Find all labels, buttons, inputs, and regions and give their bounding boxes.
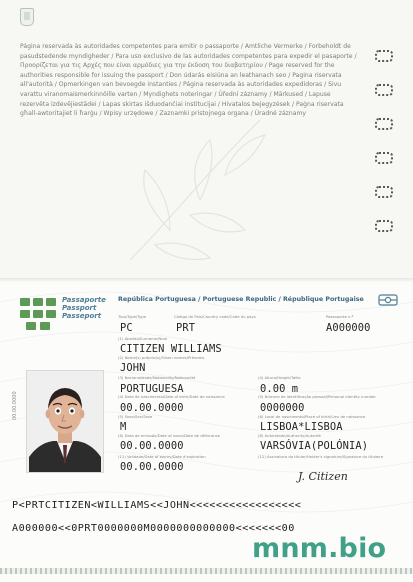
portrait-image [27,371,103,472]
mrz-line-2: A000000<<0PRT0000000M0000000000000<<<<<<<00 [12,523,295,534]
authority-notice-text: Página reservada às autoridades competentes para emitir o passaporte / Amtliche Vermerke / Forbeholdt de pasudstedende myndigheder / Para uso exclusivo de las autoridades competentes para expedir el pasaporte / Προορίζεται για τις Αρχές που είναι αρμόδιες για την έκδοση του διαβατηρίου / Page reserved for the authorities responsible for issuing the passport / Don údarás eisiúna an leathanach seo / Pagina riservata all'autorità / Opmerkingen van bevoegde instanties / Página reservada às autoridades expedidoras / Sivu varattu viranomaismerkinnöille varten / Myndighets noteringar / Úřední záznamy / Märkused / Lapuse rezervēta izdevējiestādei / Lapas skirtas išduodančiai institucijai / Hivatalos bejegyzések / Paġna riservata għall-awtoritajiet li ħarġu / Wpisy urzędowe / Zaznamki pristojnega organa / Úradné záznamy [20,43,357,118]
punch-hole-icon [375,84,393,96]
doc-title-en: Passport [62,304,97,312]
passport-no-value: A000000 [326,322,371,334]
punched-holes [375,50,397,254]
surname-label: (1) Apelido/Surname/Nom [118,336,168,341]
given-names-value: JOHN [120,362,146,374]
personal-no-value: 0000000 [260,402,305,414]
punch-hole-icon [375,220,393,232]
birth-place-value: LISBOA*LISBOA [260,421,343,433]
punch-hole-icon [375,118,393,130]
nationality-value: PORTUGUESA [120,383,184,395]
doc-title-fr: Passeport [62,312,102,320]
signature-label: (12) Assinatura do titular/Holder's signature/Signature du titulaire [258,454,384,459]
punch-hole-icon [375,152,393,164]
birth-place-label: (6) Local de nascimento/Place of birth/Lieu de naissance [258,414,366,419]
country-code-value: PRT [176,322,196,334]
punch-hole-icon [375,50,393,62]
surname-value: CITIZEN WILLIAMS [120,343,222,355]
issuing-country: República Portuguesa / Portuguese Republic / République Portugaise [118,296,364,303]
sex-value: M [120,421,127,433]
holder-photo [26,370,104,473]
holder-signature: J. Citizen [298,470,348,483]
watermark-logo: mnm.bio [252,533,387,564]
sex-label: (5) Sexo/Sex/Sexe [118,414,153,419]
type-value: PC [120,322,133,334]
country-code-label: Código do País/Country code/Code du pays [174,314,256,319]
nationality-label: (3) Nacionalidade/Nationality/Nationalité [118,375,196,380]
height-value: 0.00 m [260,383,299,395]
passport-no-label: Passaporte n.º [326,314,354,319]
biometric-chip-icon [378,294,398,306]
expiry-date-label: (11) Validade/Date of expiry/Date d'expiration [118,454,206,459]
issue-date-label: (6) Data de emissão/Date of issue/Date de délivrance [118,433,221,438]
given-names-label: (2) Nome(s) próprio(s)/Given names/Prénoms [118,355,205,360]
mrz-line-1: P<PRTCITIZEN<WILLIAMS<<JOHN<<<<<<<<<<<<<<<<< [12,500,302,511]
birth-date-value: 00.00.0000 [120,402,184,414]
emblem-icon [20,8,34,26]
type-label: Tipo/Type/Type [118,314,146,319]
authority-value: VARSÓVIA(POLÓNIA) [260,440,369,452]
authority-label: (8) Autoridade/Authority/Autorité [258,433,321,438]
upper-page [0,0,413,278]
expiry-date-value: 00.00.0000 [120,461,184,473]
punch-hole-icon [375,186,393,198]
birth-date-label: (4) Data de nascimento/Date of birth/Date de naissance [118,394,225,399]
issue-date-value: 00.00.0000 [120,440,184,452]
photo-serial: 00.00.0000 [12,391,18,420]
coat-of-arms-icon [18,296,58,334]
background-plant-icon [110,100,320,270]
height-label: (4) Altura/Height/Taille [258,375,301,380]
doc-title-pt: Passaporte [62,296,106,304]
bottom-security-strip [0,568,413,574]
personal-no-label: (5) Número de identificação pessoal/Personal identity number [258,394,376,399]
